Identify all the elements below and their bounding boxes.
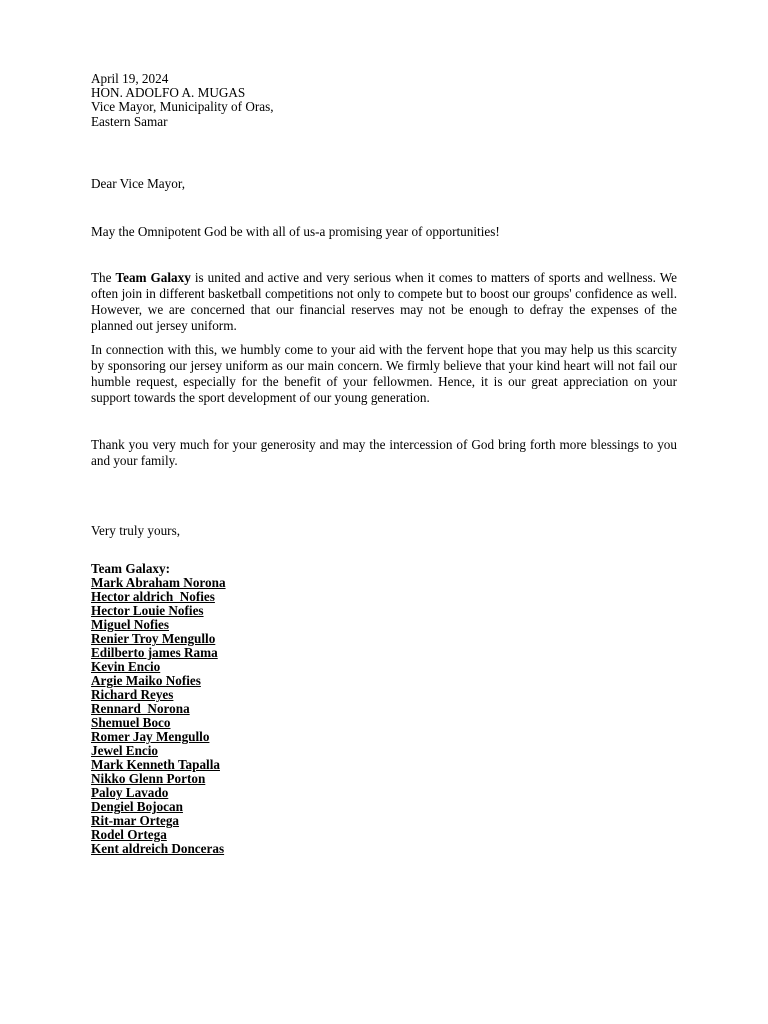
closing: Very truly yours, — [91, 523, 181, 539]
body-paragraph-3: Thank you very much for your generosity and may the intercession of God bring forth more blessings to you and your family. — [91, 437, 677, 469]
recipient-title: Vice Mayor, Municipality of Oras, — [91, 99, 274, 115]
member-name: Renier Troy Mengullo — [91, 631, 216, 647]
member-name: Kent aldreich Donceras — [91, 841, 225, 857]
member-name: Rit-mar Ortega — [91, 813, 180, 829]
member-name: Hector Louie Nofies — [91, 603, 204, 619]
member-name: Shemuel Boco — [91, 715, 171, 731]
member-name: Nikko Glenn Porton — [91, 771, 206, 787]
signatory-block — [91, 562, 677, 856]
body-paragraph-1 — [91, 270, 677, 334]
salutation: Dear Vice Mayor, — [91, 175, 186, 191]
recipient-name: HON. ADOLFO A. MUGAS — [91, 85, 246, 101]
member-name: Rodel Ortega — [91, 827, 167, 843]
member-name: Dengiel Bojocan — [91, 799, 183, 815]
p1-rest: is united and active and very serious when it comes to matters of sports and wellness. We often join in different basketball competitions not only to compete but to boost our groups' confidence as well. However, we are concerned that our financial reserves may not be enough to defray the expenses of the planned out jersey uniform. — [91, 270, 677, 334]
member-name: Edilberto james Rama — [91, 645, 218, 661]
member-name: Jewel Encio — [91, 743, 159, 759]
member-name: Mark Kenneth Tapalla — [91, 757, 220, 773]
opening-line: May the Omnipotent God be with all of us-a promising year of opportunities! — [91, 224, 500, 240]
member-list — [91, 576, 677, 856]
p1-prefix: The — [91, 270, 116, 286]
member-name: Richard Reyes — [91, 687, 174, 703]
letter-date: April 19, 2024 — [91, 71, 169, 86]
letter-header — [91, 72, 677, 129]
body-paragraph-2: In connection with this, we humbly come to your aid with the fervent hope that you may help us this scarcity by sponsoring our jersey uniform as our main concern. We firmly believe that your kind heart will not fail our humble request, especially for the benefit of your fellowmen. Hence, it is our great appreciation on your support towards the sport development of our young generation. — [91, 342, 677, 406]
member-name: Kevin Encio — [91, 659, 161, 675]
member-name: Miguel Nofies — [91, 617, 170, 633]
member-name: Hector aldrich Nofies — [91, 589, 215, 605]
member-name: Romer Jay Mengullo — [91, 729, 210, 745]
team-name-inline: Team Galaxy — [115, 270, 191, 286]
member-name: Argie Maiko Nofies — [91, 673, 201, 689]
signatory-heading: Team Galaxy: — [91, 561, 171, 577]
recipient-location: Eastern Samar — [91, 113, 168, 129]
member-name: Mark Abraham Norona — [91, 575, 226, 591]
member-name: Rennard Norona — [91, 701, 190, 717]
letter-page — [91, 72, 677, 856]
member-name: Paloy Lavado — [91, 785, 169, 801]
